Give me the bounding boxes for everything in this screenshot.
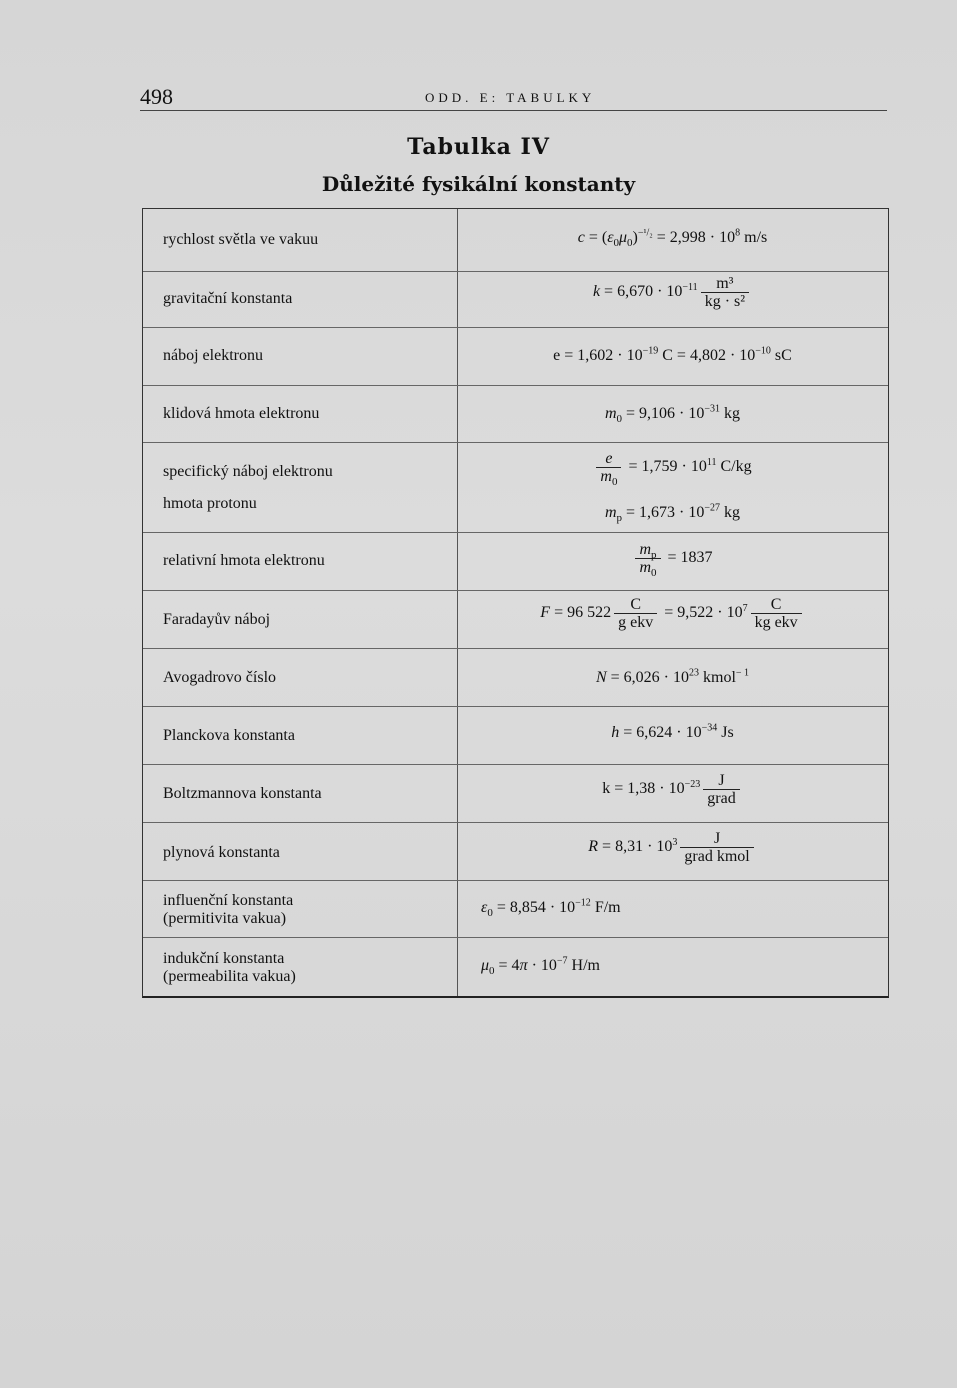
constant-name: indukční konstanta xyxy=(163,950,285,967)
table-subtitle: Důležité fysikální konstanty xyxy=(321,172,636,196)
constant-formula: $k = 6,670 \cdot 10^{-11}$ $\frac{\text{m³}}{\text{kg · s²}}$ xyxy=(457,275,888,310)
constant-name: (permeabilita vakua) xyxy=(163,968,296,985)
fraction: $\frac{m_p}{m_0}$ xyxy=(635,541,660,576)
table-row xyxy=(143,880,888,938)
constant-name: rychlost světla ve vakuu xyxy=(163,231,319,248)
table-row xyxy=(143,937,888,995)
constant-name: gravitační konstanta xyxy=(163,290,293,307)
constant-name: Avogadrovo číslo xyxy=(163,669,277,686)
constant-formula: $\frac{e}{m_0}$ = $1,759 \cdot 10^{11}$ C/kg xyxy=(457,450,888,485)
constant-name: Planckova konstanta xyxy=(163,727,295,744)
fraction: $\frac{J}{\text{grad kmol}}$ xyxy=(680,830,753,865)
constant-formula: $\mu_0 = 4\pi \cdot 10^{-7}$ H/m xyxy=(481,955,600,978)
constant-formula: $N = 6,026 \cdot 10^{23}$ kmol$^{- 1}$ xyxy=(595,667,750,686)
table-row xyxy=(143,385,888,443)
constant-name: (permitivita vakua) xyxy=(163,910,287,927)
constant-name: náboj elektronu xyxy=(163,347,263,364)
table-row xyxy=(143,822,888,881)
constant-name: hmota protonu xyxy=(163,495,257,512)
constant-formula: $\frac{m_p}{m_0}$ = 1837 xyxy=(457,541,888,576)
table-row xyxy=(143,327,888,386)
table-row xyxy=(143,764,888,823)
constant-name: influenční konstanta xyxy=(163,892,294,909)
fraction: $\frac{\text{m³}}{\text{kg · s²}}$ xyxy=(701,275,749,310)
fraction: $\frac{C}{\text{g ekv}}$ xyxy=(614,596,657,631)
constant-formula: $m_p = 1,673 \cdot 10^{-27}$ kg xyxy=(604,502,741,525)
table-title: Tabulka IV xyxy=(407,134,550,160)
page-header xyxy=(140,84,887,111)
constant-formula: $e = 1,602 \cdot 10^{-19}$ $C = 4,802 \cdot 10^{-10}$ sC xyxy=(553,345,792,364)
table-row xyxy=(143,271,888,328)
constant-name: Boltzmannova konstanta xyxy=(163,785,322,802)
fraction: $\frac{e}{m_0}$ xyxy=(596,450,621,485)
constant-name: relativní hmota elektronu xyxy=(163,552,325,569)
constant-formula: $m_0 = 9,106 \cdot 10^{-31}$ kg xyxy=(604,403,741,426)
constant-formula: $k = 1,38 \cdot 10^{-23}$ $\frac{J}{\text{grad}}$ xyxy=(457,772,888,807)
constant-formula: $c = (\varepsilon_0\mu_0)^{-^1/_2} = 2,998 \cdot 10^8$ m/s xyxy=(577,227,768,250)
table-row xyxy=(143,706,888,765)
constant-formula: $h = 6,624 \cdot 10^{-34}$ Js xyxy=(611,722,734,741)
constant-name: klidová hmota elektronu xyxy=(163,405,320,422)
table-row xyxy=(143,442,888,533)
table-row xyxy=(143,648,888,707)
running-head: ODD. E: TABULKY xyxy=(425,90,596,105)
constant-name: Faradayův náboj xyxy=(163,611,271,628)
table-row xyxy=(143,590,888,649)
table-row xyxy=(143,209,888,272)
constant-formula: $\varepsilon_0 = 8,854 \cdot 10^{-12}$ F/m xyxy=(481,897,621,920)
page-number: 498 xyxy=(140,84,173,109)
constant-formula: $R = 8,31 \cdot 10^3$ $\frac{J}{\text{grad kmol}}$ xyxy=(457,830,888,865)
constants-table xyxy=(142,208,889,998)
constant-name: plynová konstanta xyxy=(163,844,280,861)
table-row xyxy=(143,532,888,591)
constant-name: specifický náboj elektronu xyxy=(163,463,333,480)
fraction: $\frac{J}{\text{grad}}$ xyxy=(703,772,739,807)
constant-formula: F = 96 522 $\frac{C}{\text{g ekv}}$ = $9,522 \cdot 10^7$ $\frac{C}{\text{kg ekv}}$ xyxy=(457,596,888,631)
fraction: $\frac{C}{\text{kg ekv}}$ xyxy=(751,596,802,631)
